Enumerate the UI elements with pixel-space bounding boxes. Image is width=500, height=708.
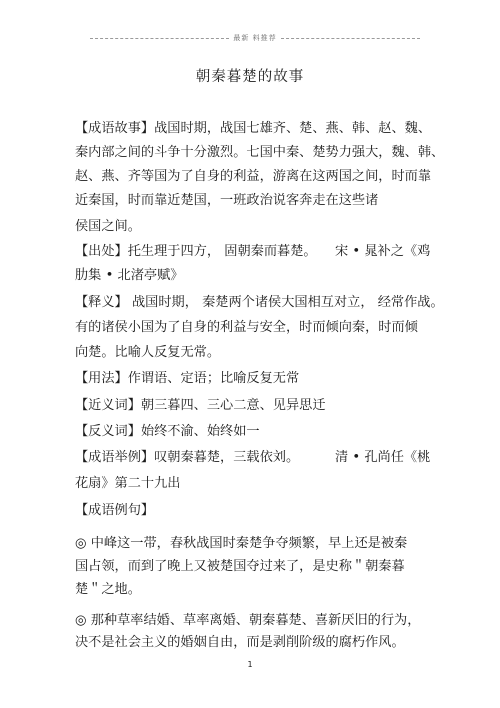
story-line-1: 【成语故事】战国时期，战国七雄齐、楚、燕、韩、赵、魏、 — [75, 121, 432, 136]
page-title: 朝秦暮楚的故事 — [195, 69, 305, 85]
story-line-5: 侯国之间。 — [75, 219, 141, 234]
sentence1-line-1: ◎ 中峰这一带，春秋战国时秦楚争夺频繁，早上还是被秦 — [75, 536, 408, 551]
sentence2-line-1: ◎ 那种草率结婚、草率离婚、朝秦暮楚、喜新厌旧的行为， — [75, 613, 421, 628]
example-line-2: 花扇》第二十九出 — [75, 476, 181, 491]
source-line-1: 【出处】托生理于四方， 固朝秦而暮楚。 — [75, 244, 317, 259]
antonyms-line: 【反义词】始终不渝、始终如一 — [75, 424, 260, 439]
meaning-line-1: 【释义】 战国时期， 秦楚两个诸侯大国相互对立， 经常作战。 — [75, 295, 444, 310]
meaning-line-2: 有的诸侯小国为了自身的利益与安全，时而倾向秦，时而倾 — [75, 320, 418, 335]
source-author: 宋 • 晁补之《鸡 — [335, 244, 431, 259]
meaning-line-3: 向楚。比喻人反复无常。 — [75, 345, 221, 360]
sentence1-line-2: 国占领，而到了晚上又被楚国夺过来了，是史称＂朝秦暮 — [75, 559, 405, 574]
example-author: 清 • 孔尚任《桃 — [335, 450, 431, 465]
story-line-3: 赵、燕、齐等国为了自身的利益，游离在这两国之间，时而靠 — [75, 169, 432, 184]
header-rule-right — [281, 38, 420, 39]
sentence2-line-2: 决不是社会主义的婚姻自由，而是剥削阶级的腐朽作风。 — [75, 635, 405, 650]
story-line-4: 近秦国，时而靠近楚国，一班政治说客奔走在这些诸 — [75, 193, 379, 208]
synonyms-line: 【近义词】朝三暮四、三心二意、见异思迁 — [75, 398, 326, 413]
sentences-heading: 【成语例句】 — [75, 503, 155, 518]
source-line-2: 肋集 • 北渚亭赋》 — [75, 268, 184, 283]
header-rule-left — [90, 38, 229, 39]
sentence1-line-3: 楚＂之地。 — [75, 582, 141, 597]
page-header — [90, 33, 420, 43]
story-line-2: 秦内部之间的斗争十分激烈。七国中秦、楚势力强大，魏、韩、 — [75, 145, 445, 160]
usage-line: 【用法】作谓语、定语；比喻反复无常 — [75, 371, 300, 386]
header-text: 最新 料推荐 — [233, 34, 277, 42]
page-number: 1 — [247, 660, 253, 669]
example-line-1: 【成语举例】叹朝秦暮楚，三载依刘。 — [75, 450, 300, 465]
